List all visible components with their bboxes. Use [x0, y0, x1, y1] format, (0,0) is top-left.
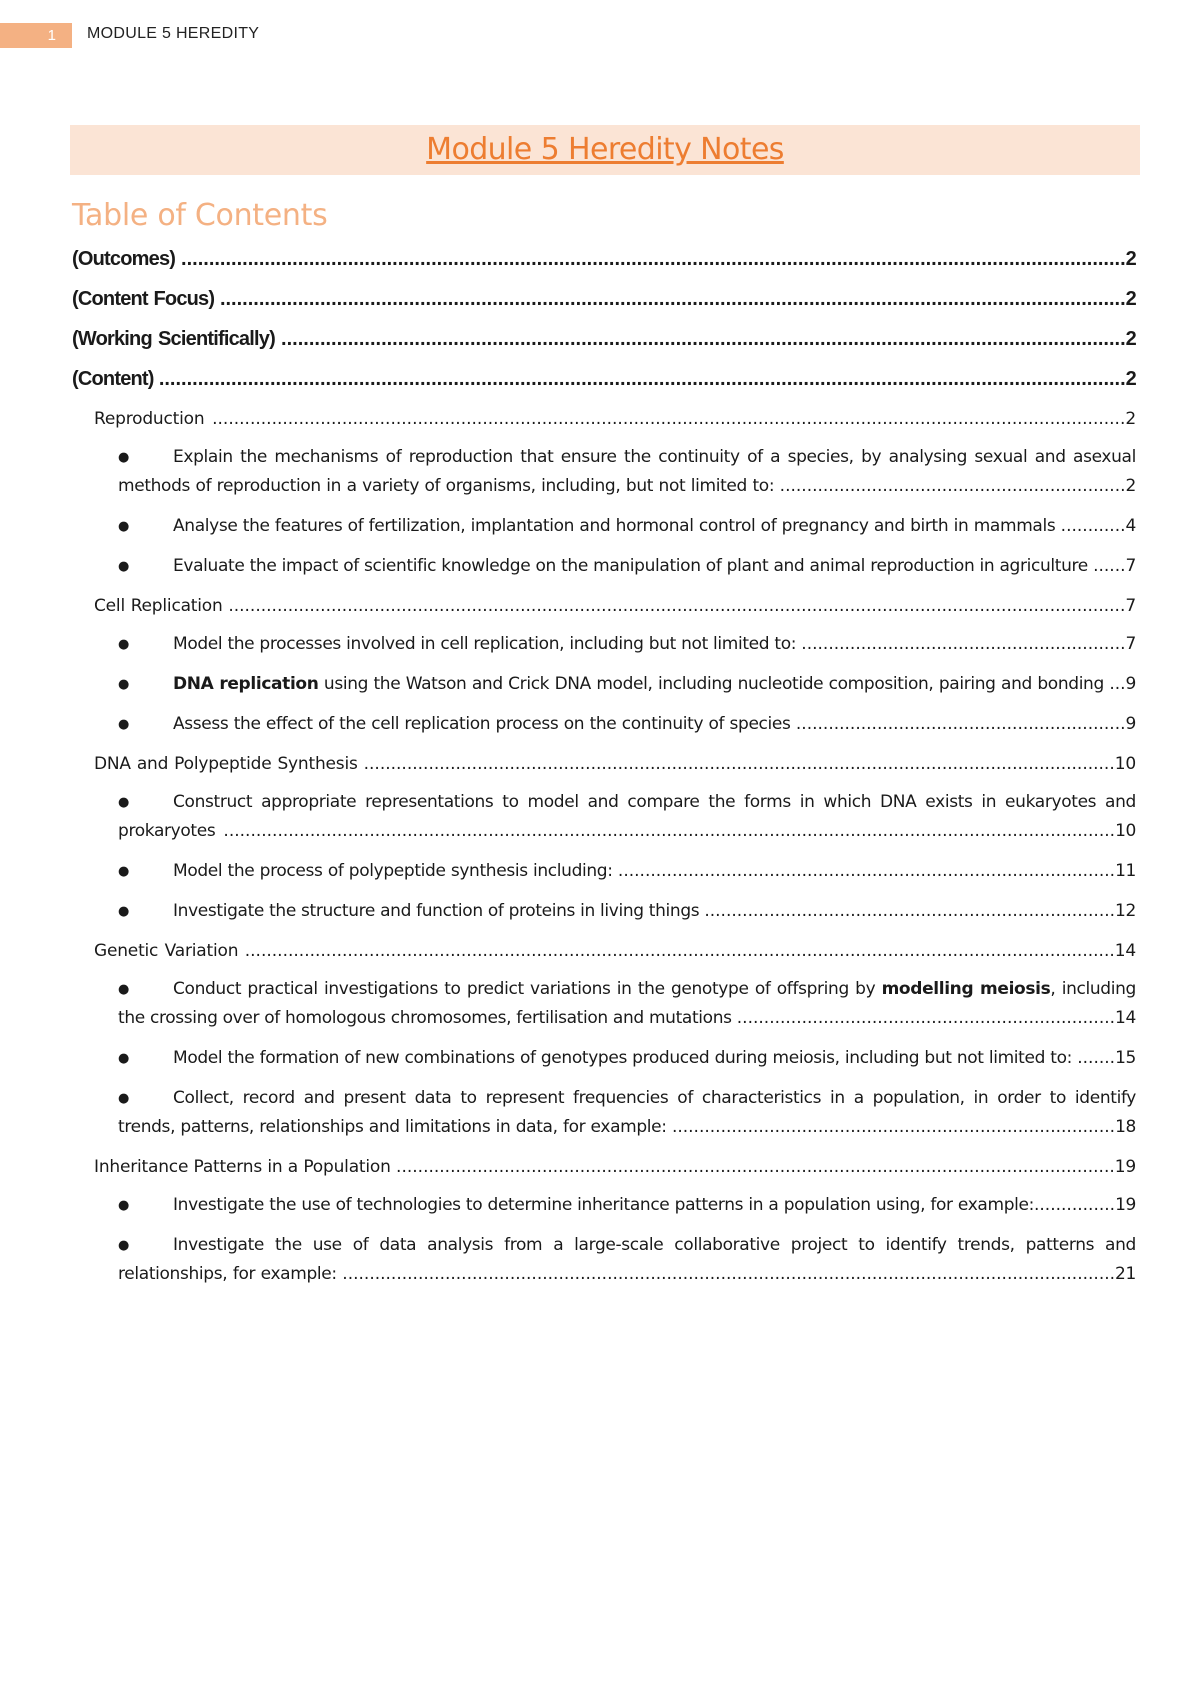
toc-entry-label: Construct appropriate representations to model and compare the forms in which DNA exists in eukaryotes and prokaryotes	[118, 792, 1136, 841]
toc-entry-label: Investigate the use of data analysis from a large-scale collaborative project to identify trends, patterns and relationships, for example:	[118, 1235, 1136, 1284]
toc-entry-text	[118, 788, 1136, 846]
toc-entry-label: Evaluate the impact of scientific knowledge on the manipulation of plant and animal reproduction in agriculture	[173, 556, 1088, 576]
toc-entry[interactable]	[118, 975, 1136, 1033]
toc-entry-text	[118, 443, 1136, 501]
bullet-icon: ●	[118, 904, 129, 919]
toc-page-number: 9	[1125, 714, 1136, 734]
toc-entry[interactable]	[118, 670, 1136, 699]
toc-entry[interactable]	[118, 788, 1136, 846]
toc-entry[interactable]	[72, 365, 1136, 394]
toc-entry[interactable]	[118, 857, 1136, 886]
toc-entry-text	[72, 365, 1136, 394]
toc-entry-text	[118, 897, 1136, 926]
toc-entry-label: Analyse the features of fertilization, implantation and hormonal control of pregnancy and birth in mammals	[173, 516, 1056, 536]
dot-leader: ...................................................................................................................................................................	[219, 288, 1126, 310]
toc-page-number: 11	[1115, 861, 1137, 881]
toc-page-number: 12	[1115, 901, 1136, 921]
toc-entry[interactable]	[94, 405, 1136, 434]
toc-entry-label: (Content)	[72, 368, 154, 390]
toc-entry-text	[118, 975, 1136, 1033]
dot-leader: .............................................................	[795, 714, 1126, 734]
toc-heading: Table of Contents	[72, 198, 328, 233]
bullet-icon: ●	[118, 1051, 129, 1066]
toc-entry-text	[118, 552, 1136, 581]
dot-leader: ..............................................................................................................................................................................	[158, 368, 1126, 390]
dot-leader: ........................................................................................................................................................	[281, 328, 1126, 350]
toc-entry-text	[94, 1153, 1136, 1182]
toc-page-number: 9	[1125, 674, 1137, 694]
toc-page-number: 2	[1125, 248, 1136, 270]
bullet-icon: ●	[118, 677, 129, 692]
toc-entry-text	[118, 670, 1136, 699]
toc-entry-text	[94, 937, 1136, 966]
toc-entry-label: Investigate the use of technologies to determine inheritance patterns in a population using, for example:	[173, 1195, 1034, 1215]
toc-entry-text	[118, 630, 1136, 659]
toc-entry-label: Model the formation of new combinations of genotypes produced during meiosis, including but not limited to:	[173, 1048, 1073, 1068]
toc-entry[interactable]	[118, 512, 1136, 541]
table-of-contents	[72, 245, 1136, 1300]
bullet-icon: ●	[118, 637, 129, 652]
toc-entry-text	[118, 710, 1136, 739]
dot-leader: ...	[1109, 674, 1126, 694]
dot-leader: ............	[1060, 516, 1126, 536]
toc-page-number: 14	[1114, 941, 1136, 961]
dot-leader: ............................................................	[801, 634, 1126, 654]
toc-page-number: 2	[1125, 476, 1136, 496]
toc-entry[interactable]	[118, 1191, 1136, 1220]
toc-entry-text	[94, 592, 1136, 621]
title-banner	[70, 125, 1140, 175]
toc-page-number: 10	[1115, 821, 1136, 841]
toc-entry-text	[72, 325, 1136, 354]
toc-entry-label: (Content Focus)	[72, 288, 215, 310]
dot-leader: .....................................................................................................................................	[396, 1157, 1115, 1177]
dot-leader: .....................................................................................................................................................................	[223, 821, 1116, 841]
toc-page-number: 2	[1125, 409, 1136, 429]
toc-page-number: 7	[1125, 596, 1136, 616]
toc-entry[interactable]	[72, 285, 1136, 314]
toc-entry-label: Collect, record and present data to represent frequencies of characteristics in a population, in order to identify trends, patterns, relationships and limitations in data, for example:	[118, 1088, 1136, 1137]
toc-entry[interactable]	[94, 937, 1136, 966]
toc-page-number: 14	[1115, 1008, 1136, 1028]
dot-leader: ...........................................................................................................................................	[363, 754, 1115, 774]
toc-page-number: 10	[1114, 754, 1136, 774]
running-header: MODULE 5 HEREDITY	[87, 25, 260, 42]
toc-entry[interactable]	[118, 897, 1136, 926]
dot-leader: ...............	[1034, 1195, 1116, 1215]
bullet-icon: ●	[118, 1238, 129, 1253]
toc-page-number: 15	[1115, 1048, 1137, 1068]
bullet-icon: ●	[118, 864, 129, 879]
toc-entry[interactable]	[118, 1231, 1136, 1289]
toc-page-number: 18	[1115, 1117, 1136, 1137]
toc-entry-label: Assess the effect of the cell replication process on the continuity of species	[173, 714, 791, 734]
toc-entry-label: Inheritance Patterns in a Population	[94, 1157, 391, 1177]
toc-page-number: 19	[1114, 1157, 1136, 1177]
dot-leader: ......................................................................................................................................................................	[228, 596, 1126, 616]
dot-leader: ..........................................................................................................................................................................	[181, 248, 1126, 270]
bullet-icon: ●	[118, 717, 129, 732]
toc-entry[interactable]	[118, 710, 1136, 739]
toc-entry-label: DNA and Polypeptide Synthesis	[94, 754, 358, 774]
bullet-icon: ●	[118, 1198, 129, 1213]
toc-entry-label: Model the process of polypeptide synthesis including:	[173, 861, 613, 881]
dot-leader: .......	[1077, 1048, 1116, 1068]
toc-entry-label: Investigate the structure and function of proteins in living things	[173, 901, 700, 921]
page-number: 1	[47, 27, 56, 44]
toc-page-number: 2	[1125, 368, 1136, 390]
toc-entry-label: Explain the mechanisms of reproduction that ensure the continuity of a species, by analysing sexual and asexual methods of reproduction in a variety of organisms, including, but not limited to:	[118, 447, 1136, 496]
toc-entry-text	[118, 1191, 1136, 1220]
toc-entry[interactable]	[94, 1153, 1136, 1182]
bullet-icon: ●	[118, 559, 129, 574]
bullet-icon: ●	[118, 795, 129, 810]
toc-entry-emphasis: modelling meiosis	[881, 979, 1051, 999]
toc-entry-text	[94, 405, 1136, 434]
toc-entry[interactable]	[72, 245, 1136, 274]
bullet-icon: ●	[118, 519, 129, 534]
toc-entry[interactable]	[118, 1044, 1136, 1073]
bullet-icon: ●	[118, 450, 129, 465]
dot-leader: ................................................................	[779, 476, 1126, 496]
dot-leader: ..................................................................................	[671, 1117, 1116, 1137]
toc-entry-label: Conduct practical investigations to predict variations in the genotype of offspring by	[173, 979, 882, 999]
toc-page-number: 2	[1125, 328, 1136, 350]
toc-page-number: 21	[1115, 1264, 1136, 1284]
bullet-icon: ●	[118, 1091, 129, 1106]
toc-entry-text	[118, 1231, 1136, 1289]
dot-leader: ............................................................................................	[617, 861, 1116, 881]
dot-leader: ...............................................................................................................................................	[342, 1264, 1116, 1284]
toc-entry-label: Cell Replication	[94, 596, 223, 616]
toc-entry-label: Model the processes involved in cell replication, including but not limited to:	[173, 634, 797, 654]
toc-entry-text	[72, 285, 1136, 314]
toc-entry-label: (Outcomes)	[72, 248, 176, 270]
toc-entry-label: (Working Scientifically)	[72, 328, 275, 350]
toc-entry-label: , including the crossing over of homologous chromosomes, fertilisation and mutations	[118, 979, 1136, 1028]
bullet-icon: ●	[118, 982, 129, 997]
page-number-tab	[0, 23, 72, 48]
dot-leader: ......................................................................	[736, 1008, 1116, 1028]
toc-entry-label: using the Watson and Crick DNA model, including nucleotide composition, pairing and bonding	[318, 674, 1104, 694]
toc-entry-text	[118, 857, 1136, 886]
toc-entry-text	[118, 512, 1136, 541]
toc-entry[interactable]	[118, 552, 1136, 581]
toc-page-number: 2	[1125, 288, 1136, 310]
toc-entry[interactable]	[118, 443, 1136, 501]
toc-entry-label: Genetic Variation	[94, 941, 239, 961]
toc-entry-text	[118, 1084, 1136, 1142]
toc-page-number: 7	[1125, 634, 1136, 654]
dot-leader: .................................................................................................................................................................	[244, 941, 1115, 961]
dot-leader: ............................................................................	[704, 901, 1116, 921]
toc-entry[interactable]	[118, 630, 1136, 659]
toc-page-number: 4	[1125, 516, 1136, 536]
toc-entry[interactable]	[94, 750, 1136, 779]
toc-entry[interactable]	[72, 325, 1136, 354]
dot-leader: ......	[1093, 556, 1126, 576]
toc-entry[interactable]	[94, 592, 1136, 621]
toc-entry-text	[72, 245, 1136, 274]
dot-leader: .........................................................................................................................................................................	[212, 409, 1126, 429]
document-title[interactable]: Module 5 Heredity Notes	[426, 132, 784, 167]
toc-entry-text	[94, 750, 1136, 779]
toc-entry-label: Reproduction	[94, 409, 205, 429]
toc-entry-text	[118, 1044, 1136, 1073]
toc-entry-emphasis: DNA replication	[173, 674, 319, 694]
toc-page-number: 7	[1125, 556, 1136, 576]
toc-entry[interactable]	[118, 1084, 1136, 1142]
toc-page-number: 19	[1115, 1195, 1136, 1215]
